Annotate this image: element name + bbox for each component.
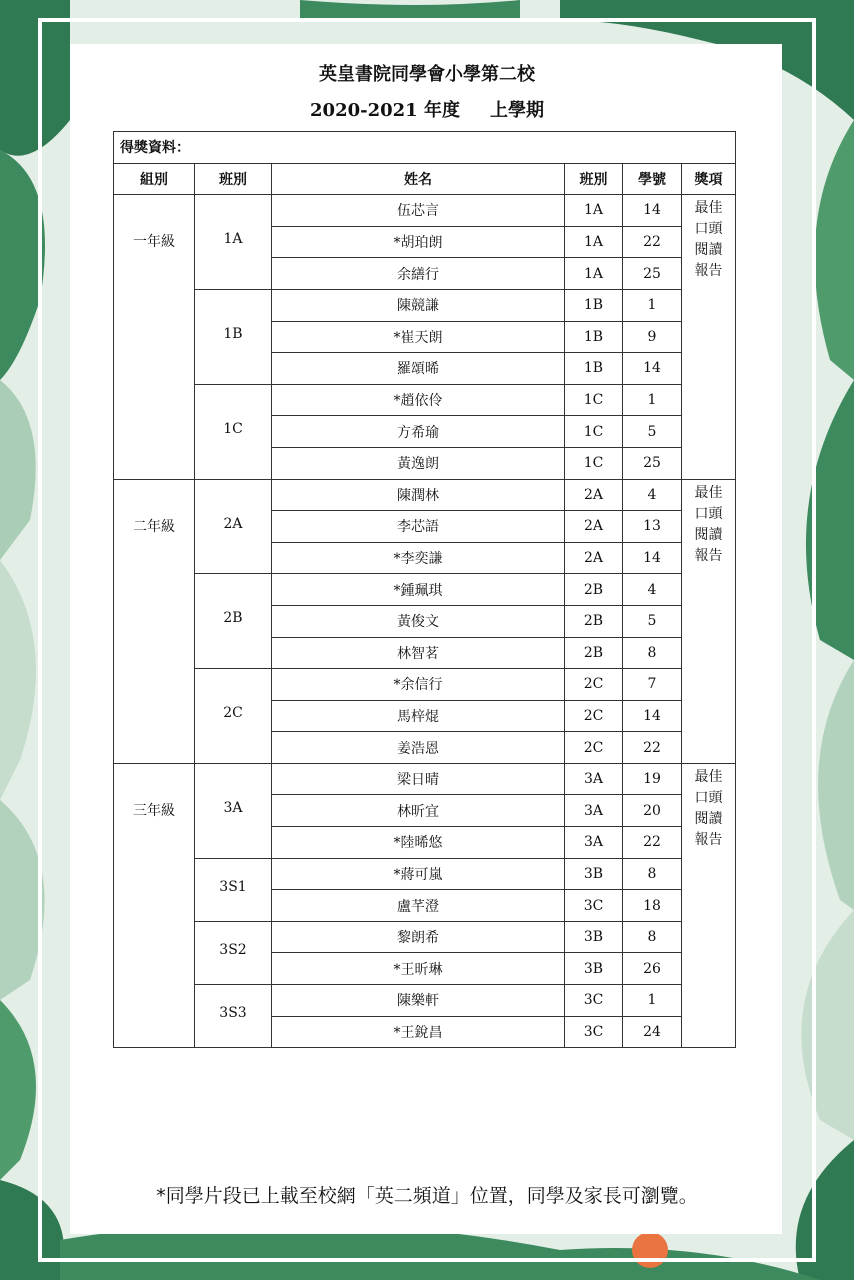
student-class: 1B — [565, 321, 623, 353]
student-number: 13 — [623, 511, 682, 543]
table-row — [114, 858, 736, 890]
class-group-cell: 2C — [195, 669, 272, 764]
student-number: 1 — [623, 985, 682, 1017]
student-name: 陳樂軒 — [272, 985, 565, 1017]
student-class: 2C — [565, 700, 623, 732]
class-group-cell: 1C — [195, 384, 272, 479]
grade-cell: 三年級 — [114, 763, 195, 1047]
student-name: *王昕琳 — [272, 953, 565, 985]
student-class: 2C — [565, 669, 623, 701]
student-class: 2A — [565, 542, 623, 574]
student-class: 3C — [565, 890, 623, 922]
info-label: 得獎資料： — [114, 132, 736, 164]
student-number: 4 — [623, 574, 682, 606]
student-class: 3B — [565, 921, 623, 953]
term-label: 上學期 — [489, 100, 544, 121]
student-class: 3A — [565, 763, 623, 795]
student-number: 14 — [623, 700, 682, 732]
student-number: 26 — [623, 953, 682, 985]
grade-cell: 一年級 — [114, 195, 195, 479]
student-number: 25 — [623, 447, 682, 479]
student-class: 1C — [565, 416, 623, 448]
student-class: 3C — [565, 1016, 623, 1048]
student-class: 2C — [565, 732, 623, 764]
student-class: 2A — [565, 479, 623, 511]
student-number: 14 — [623, 353, 682, 385]
student-class: 2B — [565, 574, 623, 606]
student-name: 馬梓焜 — [272, 700, 565, 732]
term-title — [0, 96, 854, 122]
table-row — [114, 574, 736, 606]
student-name: 姜浩恩 — [272, 732, 565, 764]
student-number: 22 — [623, 732, 682, 764]
student-class: 1C — [565, 384, 623, 416]
student-name: *李奕謙 — [272, 542, 565, 574]
student-number: 22 — [623, 226, 682, 258]
student-name: 伍芯言 — [272, 195, 565, 227]
header-student-no: 學號 — [623, 163, 682, 195]
student-number: 25 — [623, 258, 682, 290]
student-class: 3A — [565, 795, 623, 827]
student-number: 22 — [623, 827, 682, 859]
student-class: 2A — [565, 511, 623, 543]
student-name: 林昕宜 — [272, 795, 565, 827]
student-class: 1B — [565, 289, 623, 321]
student-number: 8 — [623, 921, 682, 953]
student-number: 4 — [623, 479, 682, 511]
class-group-cell: 2A — [195, 479, 272, 574]
student-class: 1A — [565, 258, 623, 290]
table-row — [114, 479, 736, 511]
student-name: 黃俊文 — [272, 605, 565, 637]
table-row — [114, 195, 736, 227]
student-name: 盧芊澄 — [272, 890, 565, 922]
table-row — [114, 763, 736, 795]
student-name: 李芯語 — [272, 511, 565, 543]
school-title: 英皇書院同學會小學第二校 — [319, 64, 535, 85]
class-group-cell: 3S2 — [195, 921, 272, 984]
student-name: *王銳昌 — [272, 1016, 565, 1048]
student-name: *蔣可嵐 — [272, 858, 565, 890]
student-number: 19 — [623, 763, 682, 795]
table-row — [114, 985, 736, 1017]
student-name: *胡珀朗 — [272, 226, 565, 258]
footer-note: *同學片段已上載至校網「英二頻道」位置，同學及家長可瀏覽。 — [156, 1185, 698, 1207]
table-row — [114, 289, 736, 321]
table-row — [114, 921, 736, 953]
prize-cell: 最佳 口頭 閱讀 報告 — [682, 195, 736, 479]
student-number: 14 — [623, 542, 682, 574]
student-number: 24 — [623, 1016, 682, 1048]
student-name: *余信行 — [272, 669, 565, 701]
header-row — [114, 163, 736, 195]
prize-cell: 最佳 口頭 閱讀 報告 — [682, 763, 736, 1047]
student-name: *崔天朗 — [272, 321, 565, 353]
student-class: 3B — [565, 953, 623, 985]
class-group-cell: 3S1 — [195, 858, 272, 921]
student-class: 3B — [565, 858, 623, 890]
class-group-cell: 2B — [195, 574, 272, 669]
header-prize: 獎項 — [682, 163, 736, 195]
student-number: 1 — [623, 289, 682, 321]
header-group: 組別 — [114, 163, 195, 195]
student-name: 黃逸朗 — [272, 447, 565, 479]
student-class: 3A — [565, 827, 623, 859]
student-number: 8 — [623, 858, 682, 890]
awards-table — [113, 131, 736, 1048]
header-name: 姓名 — [272, 163, 565, 195]
table-row — [114, 669, 736, 701]
class-group-cell: 1B — [195, 289, 272, 384]
student-number: 18 — [623, 890, 682, 922]
student-name: 羅頌晞 — [272, 353, 565, 385]
student-class: 2B — [565, 605, 623, 637]
prize-cell: 最佳 口頭 閱讀 報告 — [682, 479, 736, 763]
class-group-cell: 1A — [195, 195, 272, 290]
student-class: 1C — [565, 447, 623, 479]
student-number: 20 — [623, 795, 682, 827]
class-group-cell: 3A — [195, 763, 272, 858]
student-class: 3C — [565, 985, 623, 1017]
student-name: *鍾珮琪 — [272, 574, 565, 606]
student-class: 1A — [565, 226, 623, 258]
student-number: 14 — [623, 195, 682, 227]
student-number: 9 — [623, 321, 682, 353]
student-class: 1A — [565, 195, 623, 227]
student-name: 陳潤林 — [272, 479, 565, 511]
class-group-cell: 3S3 — [195, 985, 272, 1048]
student-name: 余繕行 — [272, 258, 565, 290]
student-number: 1 — [623, 384, 682, 416]
student-name: *趙依伶 — [272, 384, 565, 416]
grade-cell: 二年級 — [114, 479, 195, 763]
table-row — [114, 384, 736, 416]
student-number: 8 — [623, 637, 682, 669]
header-student-class: 班別 — [565, 163, 623, 195]
info-row — [114, 132, 736, 164]
student-name: 陳競謙 — [272, 289, 565, 321]
student-class: 2B — [565, 637, 623, 669]
student-class: 1B — [565, 353, 623, 385]
student-name: 黎朗希 — [272, 921, 565, 953]
student-name: 梁日晴 — [272, 763, 565, 795]
student-name: 林智茗 — [272, 637, 565, 669]
student-number: 7 — [623, 669, 682, 701]
student-name: *陸晞悠 — [272, 827, 565, 859]
student-number: 5 — [623, 416, 682, 448]
header-class: 班別 — [195, 163, 272, 195]
student-name: 方希瑜 — [272, 416, 565, 448]
student-number: 5 — [623, 605, 682, 637]
school-year: 2020-2021 年度 — [310, 100, 460, 121]
